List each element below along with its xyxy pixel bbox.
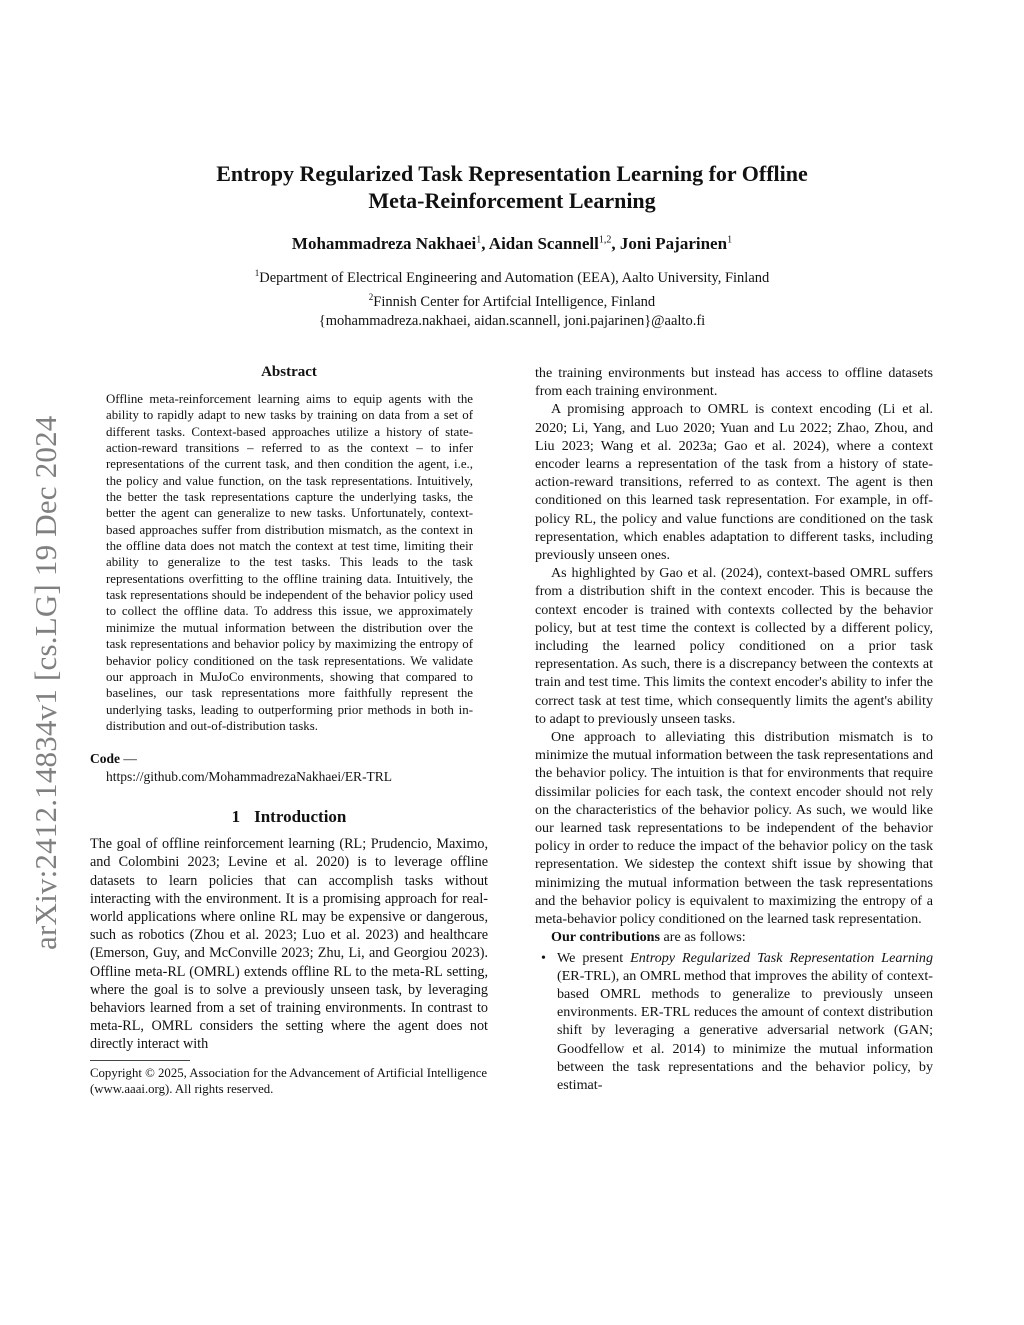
bullet-icon: • [541,949,546,966]
contributions-intro: Our contributions are as follows: [551,929,746,946]
method-acronym: ER-TRL [640,1004,691,1021]
abstract-heading: Abstract [261,364,317,380]
author-affil-sup: 1,2 [598,234,612,246]
section-title: Introduction [254,807,347,827]
method-acronym: ER-TRL [561,967,612,984]
title-line-1: Entropy Regularized Task Representation Learning for Offline [216,161,808,186]
title-line-2: Meta-Reinforcement Learning [368,188,656,213]
code-label: Code — [90,751,137,767]
author-affil-sup: 1 [476,234,482,246]
affiliation-line: $^1$Department of Electrical Engineering and Automation (EEA), Aalto University, Finland [254,268,770,286]
author-list: Mohammadreza Nakhaei$^1$, Aidan Scannell$^{1,2}$, Joni Pajarinen$^1$ [291,234,733,253]
intro-paragraph-continued: the training environments but instead has access to offline datasets from each training environment. [535,365,933,400]
affiliation-sup: 1 [254,268,260,278]
abstract-text: Offline meta-reinforcement learning aims to equip agents with the ability to rapidly adapt to new tasks by training on data from a set of different tasks. Context-based approaches utilize a history of state-action-reward transitions – referred to as the context – to infer representations of the current task, and then condition the agent, i.e., the policy and value function, on the task representations. Intuitively, the better the task representations capture the underlying tasks, the better the agent can generalize to new tasks. Unfortunately, context-based approaches suffer from distribution mismatch, as the context in the offline data does not match the context at test time, limiting their ability to generalize to the test tasks. This leads to the task representations overfitting to the offline training data. Intuitively, the task representations should be independent of the behavior policy used to collect the offline data. To address this issue, we approximately minimize the mutual information between the distribution over the task representations and behavior policy by maximizing the entropy of behavior policy conditioned on the task representations. We validate our approach in MuJoCo environments, showing that compared to baselines, our task representations more faithfully represent the underlying tasks, leading to outperforming prior methods in both in-distribution and out-of-distribution tasks. [106,392,473,733]
intro-paragraph: The goal of offline reinforcement learning (RL; Prudencio, Maximo, and Colombini 2023; Levine et al. 2020) is to leverage offline datasets to learn policies that can accomplish tasks without interacting with the environment. It is a promising approach for real-world applications where online RL may be expensive or dangerous, such as robotics (Zhou et al. 2023; Luo et al. 2023) and healthcare (Emerson, Guy, and McConville 2023; Zhu, Li, and Georgiou 2023). Offline meta-RL (OMRL) extends offline RL to the meta-RL setting, where the goal is to solve a previously unseen task, by leveraging behaviors learned from a set of training environments. In contrast to meta-RL, OMRL considers the setting where the agent does not directly interact with [90,836,488,1053]
left-column [90,364,488,1097]
author-name: Joni Pajarinen [619,234,728,253]
section-heading-introduction [90,807,488,827]
arxiv-identifier[interactable]: arXiv:2412.14834v1 [cs.LG] 19 Dec 2024 [28,415,63,950]
author-name: Aidan Scannell [488,234,599,253]
paper-title [160,160,864,214]
copyright-footnote: Copyright © 2025, Association for the Advancement of Artificial Intelligence (www.aaai.org). All rights reserved. [90,1065,488,1096]
code-link[interactable]: https://github.com/MohammadrezaNakhaei/ER-TRL [106,769,393,785]
footnote-divider [90,1060,190,1061]
context-encoding-paragraph: A promising approach to OMRL is context encoding (Li et al. 2020; Li, Yang, and Luo 2020; Yuan and Lu 2022; Zhao, Zhou, and Liu 2023; Wang et al. 2023a; Gao et al. 2024), where a context encoder learns a representation of the task from a history of state-action-reward transitions, referred to as context. The agent is then conditioned on this learned task representation. For example, in off-policy RL, the policy and value functions are conditioned on the task representation, which enables adaptation to different tasks, including previously unseen ones. [535,401,933,564]
affiliation-line: $^2$Finnish Center for Artifcial Intelligence, Finland [368,291,656,310]
affiliations [160,264,864,331]
author-emails[interactable]: {mohammadreza.nakhaei, aidan.scannell, joni.pajarinen}@aalto.fi [318,312,706,329]
author-name: Mohammadreza Nakhaei [291,234,477,253]
contributions-list [535,949,933,1095]
author-affil-sup: 1 [727,234,733,246]
contribution-item: • We present Entropy Regularized Task Representation Learning (ER-TRL), an OMRL method that improves the ability of context-based OMRL methods to generalize to previously unseen environments. ER-TRL reduces the amount of context distribution shift by leveraging a generative adversarial network (GAN; Goodfellow et al. 2014) to minimize the mutual information between the task representations and the behavior policy, by estimat- [541,949,934,1093]
affiliation-sup: 2 [368,291,374,302]
distribution-shift-paragraph: As highlighted by Gao et al. (2024), context-based OMRL suffers from a distribution shift in the context encoder. This is because the context encoder is trained with contexts collected by the behavior policy, but at test time the context is collected by a different policy, including the learned policy conditioned on a prior task representation. As such, there is a discrepancy between the contexts at train and test time. This limits the context encoder's ability to infer the correct task at test time, which consequently limits the agent's ability to adapt to previously unseen tasks. [535,565,933,727]
right-column [535,364,933,1094]
mutual-information-paragraph: One approach to alleviating this distribution mismatch is to minimize the mutual information between the task representations and the behavior policy. The intuition is that for environments that require dissimilar policies for each task, the context encoder should not rely on the characteristics of the behavior policy. As such, we would like our learned task representations to be independent of the behavior policy in order to reduce the impact of the behavior policy on the task representation. We sidestep the context shift issue by showing that minimizing the mutual information between the task representations and the behavior policy is equivalent to maximizing the entropy of a meta-behavior policy conditioned on the learned task representation. [535,729,933,928]
method-name: Entropy Regularized Task Representation Learning [630,949,933,966]
section-number: 1 [231,807,241,827]
